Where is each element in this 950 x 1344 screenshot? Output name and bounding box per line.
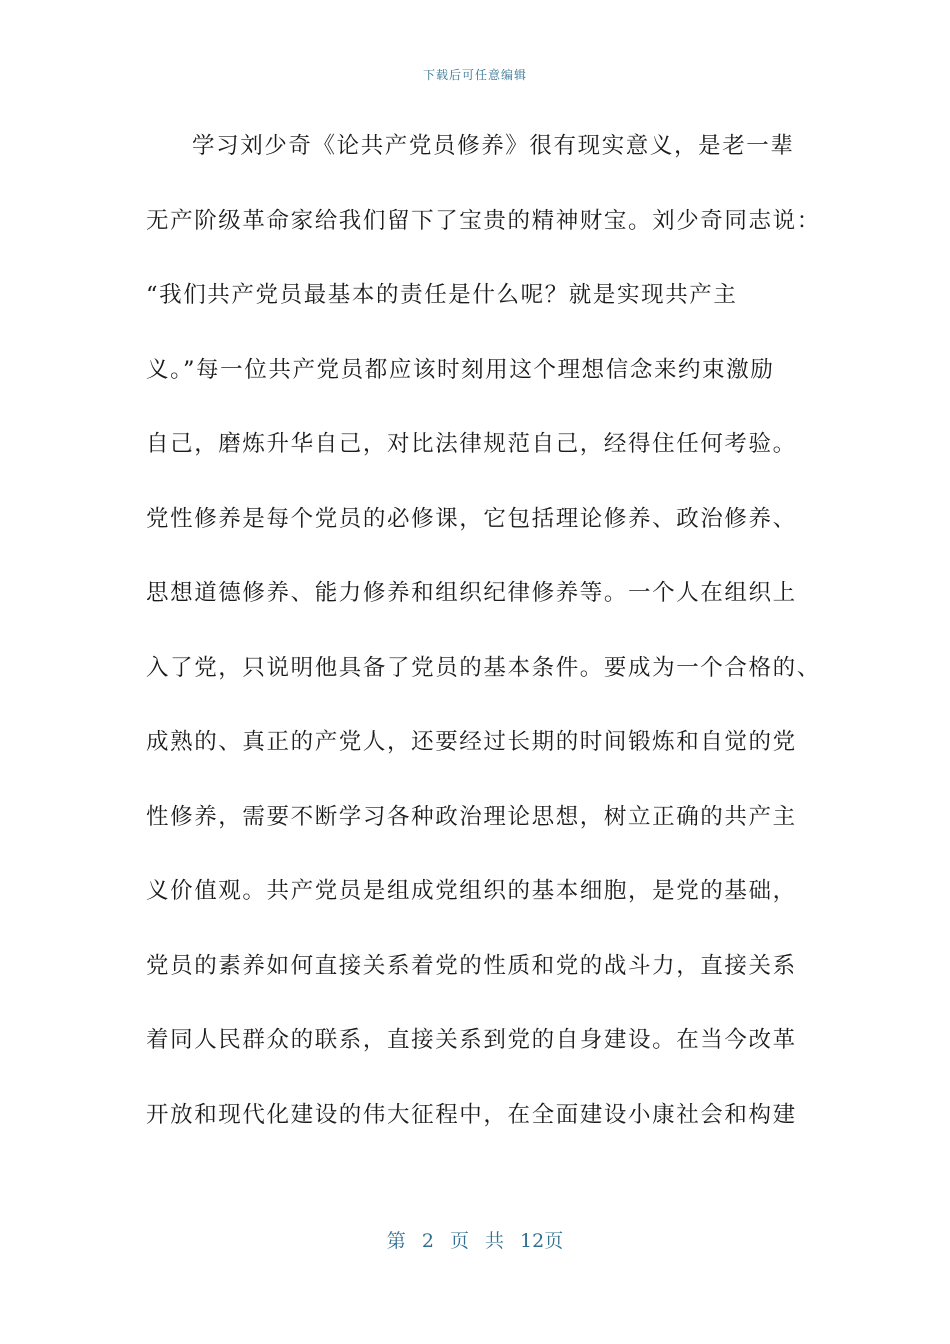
text-line: 党员的素养如何直接关系着党的性质和党的战斗力，直接关系 — [146, 952, 797, 979]
text-line: 思想道德修养、能力修养和组织纪律修养等。一个人在组织上 — [146, 580, 797, 606]
text-line: 成熟的、真正的产党人，还要经过长期的时间锻炼和自觉的党 — [146, 729, 797, 755]
text-line: 性修养，需要不断学习各种政治理论思想，树立正确的共产主 — [146, 803, 797, 830]
text-line: “我们共产党员最基本的责任是什么呢？就是实现共产主 — [146, 282, 738, 308]
text-line: 开放和现代化建设的伟大征程中，在全面建设小康社会和构建 — [146, 1101, 797, 1128]
text-line: 义价值观。共产党员是组成党组织的基本细胞，是党的基础， — [146, 878, 797, 904]
body-text — [146, 124, 821, 1167]
text-line: 义。”每一位共产党员都应该时刻用这个理想信念来约束激励 — [146, 356, 775, 383]
text-line: 自己，磨炼升华自己，对比法律规范自己，经得住任何考验。 — [146, 431, 797, 457]
page-number-footer: 第 2 页 共 12页 — [386, 1230, 564, 1252]
text-line: 无产阶级革命家给我们留下了宝贵的精神财宝。刘少奇同志说： — [146, 207, 821, 234]
text-line: 学习刘少奇《论共产党员修养》很有现实意义，是老一辈 — [192, 133, 795, 159]
text-line: 党性修养是每个党员的必修课，它包括理论修养、政治修养、 — [146, 505, 797, 532]
header-note: 下载后可任意编辑 — [422, 68, 527, 82]
text-line: 入了党，只说明他具备了党员的基本条件。要成为一个合格的、 — [146, 654, 821, 681]
text-line: 着同人民群众的联系，直接关系到党的自身建设。在当今改革 — [146, 1027, 797, 1053]
